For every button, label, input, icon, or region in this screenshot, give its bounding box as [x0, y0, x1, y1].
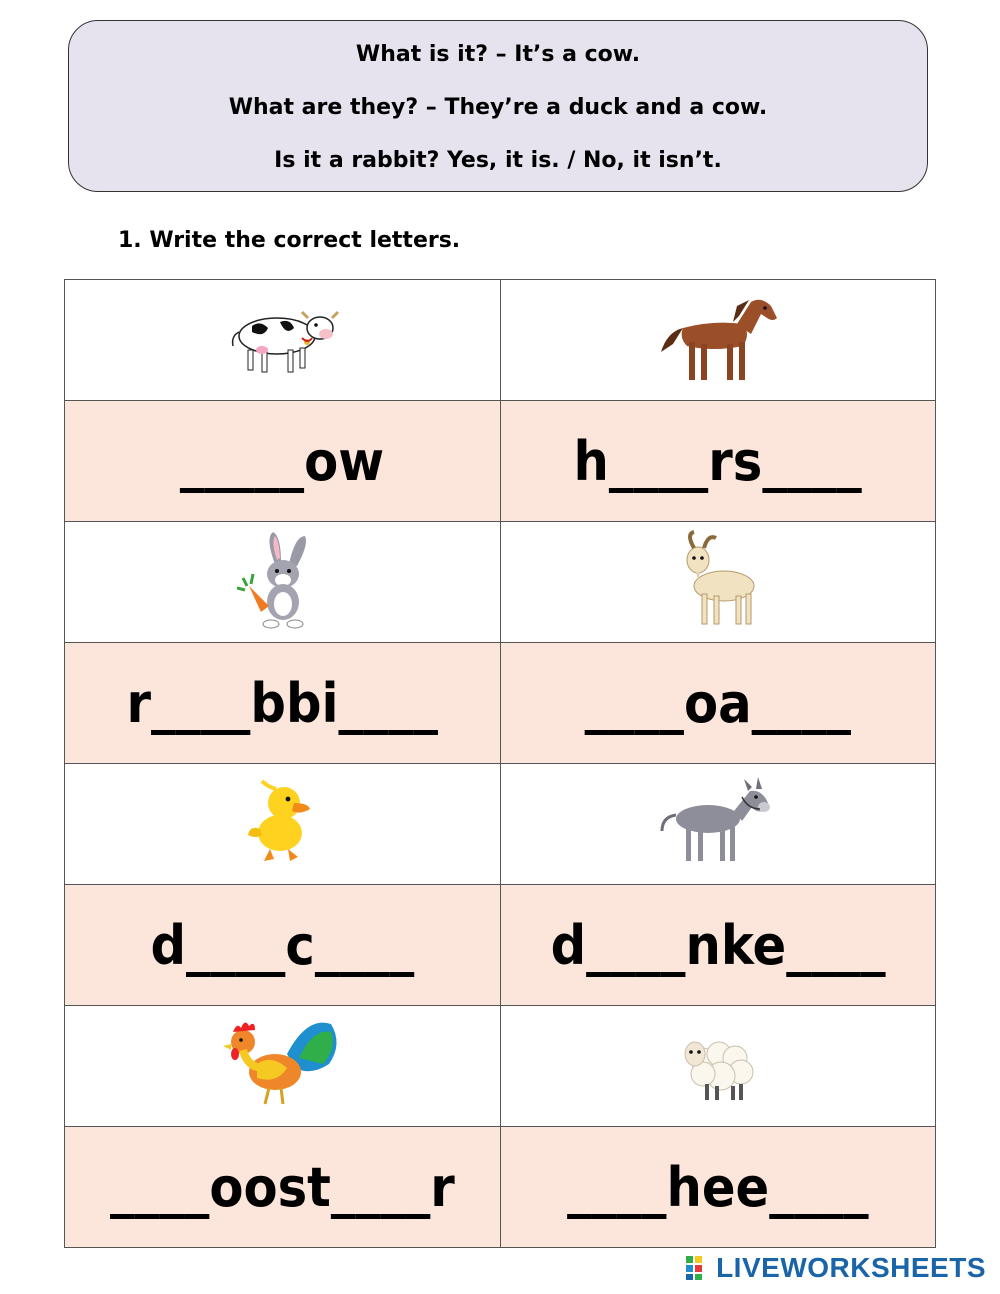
- rabbit-icon: [237, 530, 327, 630]
- word-puzzle: d____nke____: [550, 913, 886, 977]
- info-line-3: Is it a rabbit? Yes, it is. / No, it isn’t.: [274, 148, 722, 173]
- info-line-2: What are they? – They’re a duck and a cow.: [228, 95, 768, 120]
- word-cell[interactable]: [65, 643, 501, 764]
- cow-icon: [222, 298, 342, 378]
- cell-rabbit: [65, 522, 501, 643]
- info-line-1: What is it? – It’s a cow.: [355, 42, 641, 67]
- word-puzzle: ____hee____: [566, 1155, 869, 1219]
- picture-row: [65, 764, 936, 885]
- cell-goat: [500, 522, 936, 643]
- footer-brand: [686, 1252, 986, 1284]
- word-row: [65, 401, 936, 522]
- cell-donkey: [500, 764, 936, 885]
- word-cell[interactable]: [500, 885, 936, 1006]
- word-row: [65, 1127, 936, 1248]
- cell-cow: [65, 280, 501, 401]
- word-cell[interactable]: [65, 885, 501, 1006]
- word-cell[interactable]: [500, 643, 936, 764]
- picture-row: [65, 280, 936, 401]
- goat-icon: [668, 530, 768, 630]
- word-cell[interactable]: [65, 1127, 501, 1248]
- brand-text: LIVEWORKSHEETS: [716, 1252, 986, 1283]
- instruction: 1. Write the correct letters.: [118, 228, 461, 253]
- word-cell[interactable]: [65, 401, 501, 522]
- sheep-icon: [673, 1024, 763, 1104]
- word-puzzle: d____c____: [150, 913, 415, 977]
- word-puzzle: r____bbi____: [126, 671, 438, 735]
- picture-row: [65, 1006, 936, 1127]
- duck-icon: [242, 777, 322, 867]
- cell-duck: [65, 764, 501, 885]
- word-puzzle: ____oost____r: [109, 1155, 455, 1219]
- cell-rooster: [65, 1006, 501, 1127]
- word-row: [65, 643, 936, 764]
- cell-horse: [500, 280, 936, 401]
- picture-row: [65, 522, 936, 643]
- liveworksheets-logo-icon: [686, 1256, 712, 1280]
- info-box: [68, 20, 928, 192]
- horse-icon: [653, 288, 783, 388]
- rooster-icon: [217, 1014, 347, 1114]
- word-puzzle: ____oa____: [584, 671, 851, 735]
- worksheet-table: [64, 279, 936, 1248]
- cell-sheep: [500, 1006, 936, 1127]
- word-row: [65, 885, 936, 1006]
- word-cell[interactable]: [500, 1127, 936, 1248]
- word-puzzle: _____ow: [180, 429, 385, 493]
- word-puzzle: h____rs____: [573, 429, 862, 493]
- word-cell[interactable]: [500, 401, 936, 522]
- donkey-icon: [658, 777, 778, 867]
